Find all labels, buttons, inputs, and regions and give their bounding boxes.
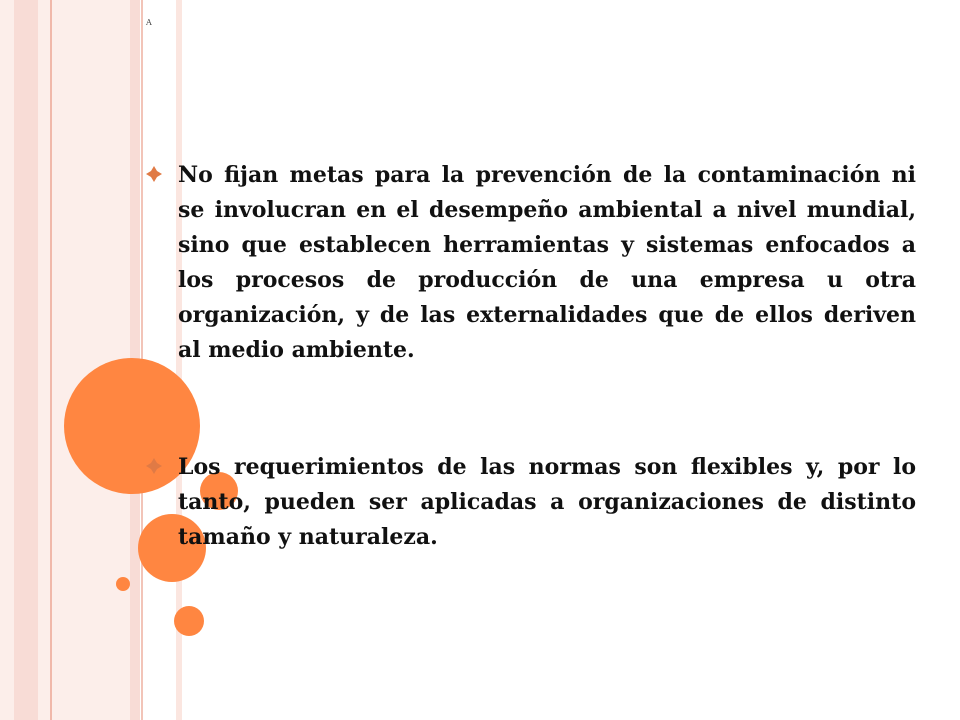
diamond-bullet-icon	[146, 158, 178, 186]
slide-title-mark: A	[146, 18, 153, 27]
decor-circle-small	[116, 577, 130, 591]
bullet-text-1: No fijan metas para la prevención de la contaminación ni se involucran en el desempeño ambiental a nivel mundial, sino que establecen herramientas y sistemas enfocados a los procesos de producción de una empresa u otra organización, y de las externalidades que de ellos deriven al medio ambiente.	[178, 162, 916, 363]
slide-content	[146, 158, 916, 555]
decor-stripe-line-1	[50, 0, 52, 720]
bullet-item-2	[146, 450, 916, 555]
decor-stripe-mid	[14, 0, 38, 720]
bullet-item-1	[146, 158, 916, 368]
decor-circle-bottom	[174, 606, 204, 636]
diamond-bullet-icon	[146, 450, 178, 478]
bullet-text-2: Los requerimientos de las normas son flexibles y, por lo tanto, pueden ser aplicadas a organizaciones de distinto tamaño y naturaleza.	[178, 454, 916, 550]
